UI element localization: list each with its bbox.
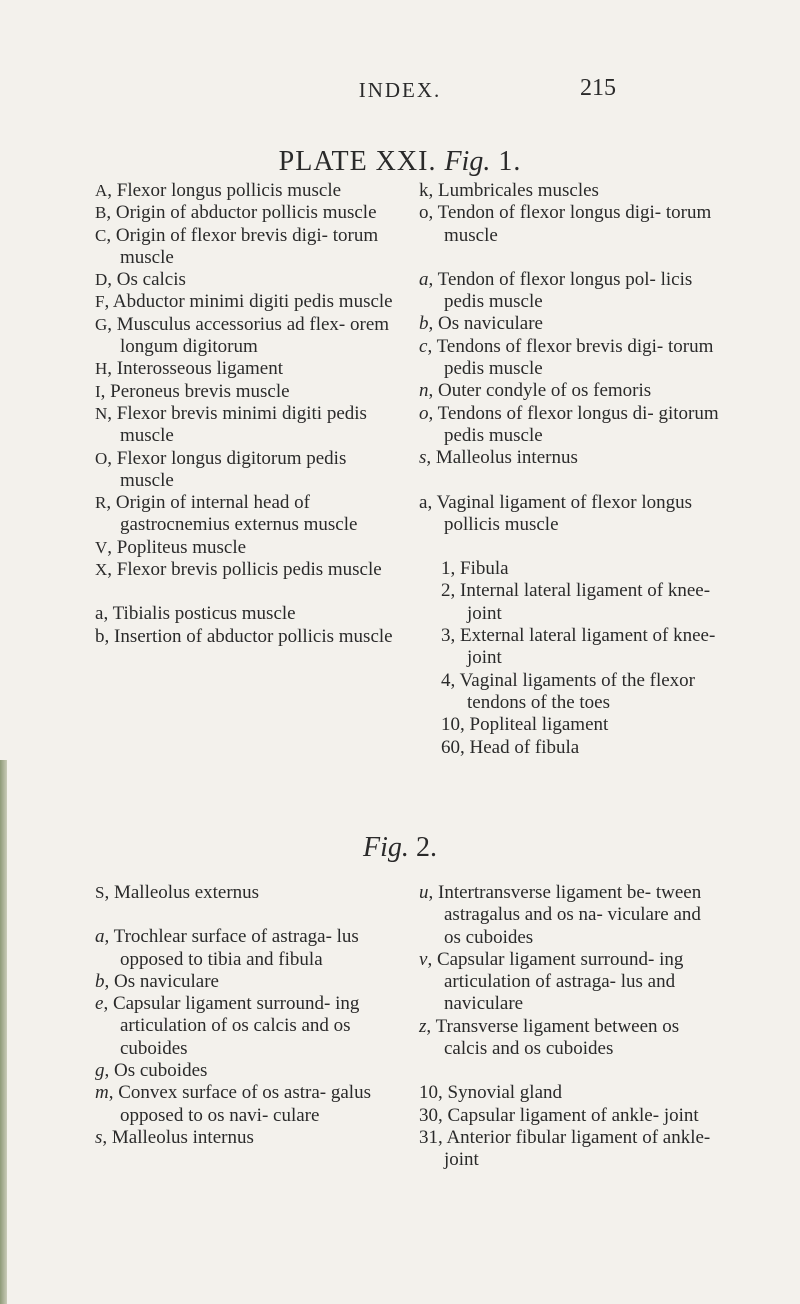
plate-label: PLATE XXI. [278, 146, 437, 177]
entry-key: o [419, 202, 429, 224]
entry-text: Head of fibula [469, 736, 580, 758]
entry-key: n [419, 380, 429, 402]
index-entry: N, Flexor brevis minimi digiti pedis muscle [95, 402, 367, 447]
entry-key: c [419, 335, 428, 357]
entry-key: 10 [419, 1082, 438, 1104]
entry-text: Intertransverse ligament be- tween astragalus and os na- viculare and os cuboides [438, 882, 702, 948]
entry-text: Capsular ligament surround- ing articulation of astraga- lus and naviculare [436, 948, 684, 1015]
fig2-italic-list-2 [419, 882, 719, 1060]
spacer [419, 536, 719, 558]
entry-text: Popliteus muscle [116, 536, 247, 558]
entry-text: Malleolus internus [111, 1126, 254, 1148]
index-entry: 10, Popliteal ligament [441, 714, 609, 736]
entry-key: b [95, 970, 105, 992]
entry-key: b [419, 313, 429, 335]
running-head-title: INDEX. [358, 78, 442, 102]
entry-text: Flexor brevis minimi digiti pedis muscle [116, 402, 367, 447]
entry-text: Tendon of flexor longus pol- licis pedis muscle [437, 268, 693, 313]
fig1-italic-list [419, 269, 719, 470]
entry-key: R [95, 493, 107, 513]
entry-text: Os calcis [116, 269, 186, 291]
entry-text: Popliteal ligament [469, 714, 609, 736]
entry-key: e [95, 993, 104, 1015]
spacer [419, 1060, 719, 1082]
index-entry: 3, External lateral ligament of knee-joint [441, 625, 716, 669]
entry-text: Lumbricales muscles [438, 180, 599, 201]
fig2-number-list [419, 1082, 719, 1171]
entry-text: Convex surface of os astra- galus opposed to os navi- culare [118, 1082, 371, 1126]
index-entry: o, Tendons of flexor longus di- gitorum pedis muscle [419, 402, 719, 446]
entry-text: Tibialis posticus muscle [112, 603, 296, 625]
entry-text: Flexor brevis pollicis pedis muscle [116, 559, 382, 581]
entry-text: Capsular ligament of ankle- joint [447, 1104, 699, 1126]
entry-key: 4 [441, 669, 451, 691]
entry-key: a [419, 268, 429, 290]
spacer [95, 581, 395, 603]
entry-text: Vaginal ligament of flexor longus pollicis muscle [436, 491, 692, 535]
index-entry: a, Tendon of flexor longus pol- licis pedis muscle [419, 268, 693, 313]
index-entry: s, Malleolus internus [95, 1126, 254, 1148]
spacer [419, 470, 719, 492]
index-entry: X, Flexor brevis pollicis pedis muscle [95, 559, 382, 581]
entry-key: 31 [419, 1126, 438, 1148]
entry-key: 3 [441, 625, 451, 647]
entry-key: S [95, 883, 105, 902]
fig2-number: 2. [415, 832, 437, 863]
index-entry: 2, Internal lateral ligament of knee-joint [441, 580, 711, 624]
index-entry: b, Os naviculare [419, 313, 543, 335]
index-entry: V, Popliteus muscle [95, 536, 247, 558]
entry-text: Malleolus externus [113, 882, 260, 903]
fig2-italic-list [95, 926, 395, 1149]
entry-text: Os cuboides [114, 1060, 208, 1082]
entry-text: Outer condyle of os femoris [438, 380, 652, 402]
entry-key: A [95, 181, 108, 200]
fig2-caps-list [95, 882, 395, 904]
entry-text: Tendons of flexor brevis digi- torum pedis muscle [436, 335, 714, 380]
index-entry: m, Convex surface of os astra- galus opposed to os navi- culare [95, 1082, 371, 1126]
index-entry: A, Flexor longus pollicis muscle [95, 180, 342, 201]
fig1-caps-list [95, 180, 395, 581]
index-entry: 60, Head of fibula [441, 736, 580, 758]
index-entry: a, Tibialis posticus muscle [95, 603, 296, 625]
entry-key: a [95, 603, 104, 625]
spacer [95, 904, 395, 926]
entry-key: 30 [419, 1104, 438, 1126]
index-entry: 31, Anterior fibular ligament of ankle-joint [419, 1126, 711, 1171]
index-entry: 10, Synovial gland [419, 1082, 563, 1104]
page-number: 215 [580, 75, 616, 101]
fig1-left-column [95, 180, 395, 648]
entry-key: u [419, 882, 429, 903]
index-entry: G, Musculus accessorius ad flex- orem longum digitorum [95, 313, 390, 358]
fig2-right-column [419, 882, 719, 1172]
entry-key: 1 [441, 558, 451, 580]
index-entry: B, Origin of abductor pollicis muscle [95, 202, 377, 224]
entry-text: Synovial gland [447, 1082, 563, 1104]
entry-key: v [419, 948, 428, 970]
index-entry: a, Vaginal ligament of flexor longus pollicis muscle [419, 491, 692, 535]
entry-text: Os naviculare [438, 313, 543, 335]
entry-text: Insertion of abductor pollicis muscle [114, 625, 393, 647]
plate-title [0, 146, 800, 178]
index-entry: S, Malleolus externus [95, 882, 260, 903]
entry-text: Flexor longus pollicis muscle [116, 180, 342, 201]
entry-text: Peroneus brevis muscle [110, 380, 290, 402]
entry-text: Transverse ligament between os calcis and os cuboides [435, 1015, 680, 1060]
index-entry: e, Capsular ligament surround- ing articulation of os calcis and os cuboides [95, 993, 360, 1059]
entry-text: Abductor minimi digiti pedis muscle [112, 291, 393, 313]
entry-text: Vaginal ligaments of the flexor tendons of the toes [459, 669, 695, 713]
fig-label: Fig. [444, 146, 491, 177]
index-entry: s, Malleolus internus [419, 447, 578, 469]
fig2-title [0, 832, 800, 864]
fig2-left-column [95, 882, 395, 1149]
entry-key: D [95, 270, 108, 290]
entry-text: External lateral ligament of knee-joint [460, 625, 716, 669]
index-entry: b, Insertion of abductor pollicis muscle [95, 625, 393, 647]
index-entry: v, Capsular ligament surround- ing articulation of astraga- lus and naviculare [419, 948, 684, 1015]
entry-text: Trochlear surface of astraga- lus opposed to tibia and fibula [113, 926, 359, 970]
running-head [0, 75, 800, 108]
fig1-number-list [419, 558, 719, 759]
entry-key: s [419, 447, 427, 469]
index-entry: a, Trochlear surface of astraga- lus opposed to tibia and fibula [95, 926, 359, 970]
entry-key: a [419, 491, 428, 513]
entry-key: I [95, 381, 101, 401]
entry-text: Tendons of flexor longus di- gitorum pedis muscle [437, 402, 719, 446]
entry-text: Origin of flexor brevis digi- torum muscle [115, 224, 379, 268]
entry-key: F [95, 292, 105, 312]
index-entry: 30, Capsular ligament of ankle- joint [419, 1104, 699, 1126]
index-entry: F, Abductor minimi digiti pedis muscle [95, 291, 393, 313]
index-entry: D, Os calcis [95, 269, 186, 291]
entry-text: Musculus accessorius ad flex- orem longum digitorum [116, 313, 390, 358]
entry-text: Malleolus internus [435, 447, 578, 469]
index-entry: b, Os naviculare [95, 970, 219, 992]
entry-key: a [95, 926, 105, 948]
entry-text: Anterior fibular ligament of ankle-joint [444, 1126, 711, 1171]
entry-text: Os naviculare [114, 970, 219, 992]
entry-key: o [419, 402, 429, 424]
index-entry: c, Tendons of flexor brevis digi- torum pedis muscle [419, 335, 714, 380]
entry-text: Flexor longus digitorum pedis muscle [116, 447, 347, 491]
index-entry: n, Outer condyle of os femoris [419, 380, 652, 402]
entry-key: 2 [441, 580, 451, 602]
index-entry: o, Tendon of flexor longus digi- torum muscle [419, 202, 712, 246]
entry-key: s [95, 1126, 103, 1148]
index-entry: g, Os cuboides [95, 1060, 208, 1082]
entry-text: Internal lateral ligament of knee-joint [460, 580, 711, 624]
index-entry: 4, Vaginal ligaments of the flexor tendons of the toes [441, 669, 695, 713]
entry-key: G [95, 314, 108, 334]
entry-key: N [95, 403, 108, 423]
entry-text: Origin of abductor pollicis muscle [115, 202, 377, 224]
entry-text: Tendon of flexor longus digi- torum muscle [437, 202, 712, 246]
entry-key: b [95, 625, 105, 647]
entry-key: O [95, 448, 108, 468]
fig-number: 1. [498, 146, 522, 177]
fig1-right-column [419, 180, 719, 759]
entry-text: Origin of internal head of gastrocnemius externus muscle [115, 492, 358, 536]
entry-key: B [95, 203, 107, 223]
index-entry: 1, Fibula [441, 558, 509, 580]
spacer [419, 247, 719, 269]
entry-text: Interosseous ligament [116, 358, 283, 380]
index-entry: O, Flexor longus digitorum pedis muscle [95, 447, 347, 491]
entry-key: H [95, 359, 108, 379]
index-entry: k, Lumbricales muscles [419, 180, 599, 201]
index-entry: I, Peroneus brevis muscle [95, 380, 290, 402]
fig1-gothic-list [419, 492, 719, 537]
entry-key: z [419, 1015, 427, 1037]
entry-key: 60 [441, 736, 460, 758]
entry-key: V [95, 537, 108, 557]
fig1-lowercase-list-2 [419, 180, 719, 247]
entry-text: Capsular ligament surround- ing articulation of os calcis and os cuboides [112, 993, 360, 1059]
entry-key: m [95, 1082, 109, 1104]
index-entry: C, Origin of flexor brevis digi- torum muscle [95, 224, 379, 268]
fig2-label: Fig. [363, 832, 409, 863]
entry-key: C [95, 225, 107, 245]
entry-key: g [95, 1060, 105, 1082]
index-entry: z, Transverse ligament between os calcis and os cuboides [419, 1015, 680, 1060]
entry-key: k [419, 180, 429, 201]
index-entry: H, Interosseous ligament [95, 358, 283, 380]
fig1-lowercase-list [95, 603, 395, 648]
entry-key: X [95, 560, 108, 580]
index-entry: u, Intertransverse ligament be- tween astragalus and os na- viculare and os cuboides [419, 882, 702, 948]
entry-text: Fibula [460, 558, 509, 580]
index-entry: R, Origin of internal head of gastrocnemius externus muscle [95, 492, 358, 536]
entry-key: 10 [441, 714, 460, 736]
